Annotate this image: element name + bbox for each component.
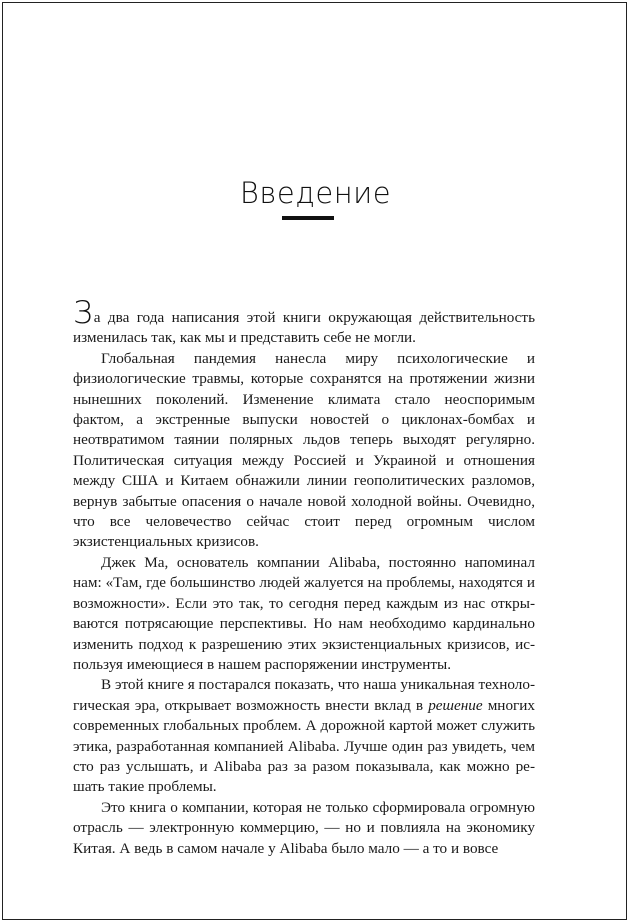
chapter-title: Введение xyxy=(239,176,392,210)
paragraph-1 xyxy=(73,295,535,349)
paragraph-5: Это книга о компании, которая не только сформировала огромную отрасль — электронную коммерцию, — но и повлияла на экономику Китая. А ведь в самом начале у Alibaba было мало — а то и вовсе xyxy=(73,798,535,857)
paragraph-4 xyxy=(73,675,535,797)
paragraph-4-text-end: многих современных глобальных проблем. А дорожной картой может служить этика, разработанная компанией Alibaba. Лучше один раз увидеть, чем сто раз услышать, и Alibaba раз за разом показывала, как можно решать такие проблемы. xyxy=(73,696,535,796)
paragraph-4-text-start: В этой книге я постарался показать, что наша уникальная технологическая эра, открывает возможность внести вклад в xyxy=(73,676,535,714)
emphasized-word: решение xyxy=(428,696,483,714)
body-text xyxy=(73,295,535,859)
paragraph-1-text: а два года написания этой книги окружающая действительность изменилась так, как мы и представить себе не могли. xyxy=(73,309,535,347)
title-underline xyxy=(282,216,334,220)
paragraph-2: Глобальная пандемия нанесла миру психологические и физиологические травмы, которые сохранятся на протяжении жизни нынешних поколений. Изменение климата стало неоспоримым фактом, а экстренные выпуски новостей о циклонах-бомбах и неотвратимом таянии полярных льдов теперь выходят регулярно. Политическая ситуация между Россией и Украиной и отношения между США и Китаем обнажили линии геополитических разломов, вернув забытые опасения о начале новой холодной войны. Очевидно, что все человечество сейчас стоит перед огромным числом экзистенциальных кризисов. xyxy=(73,349,535,551)
paragraph-3: Джек Ма, основатель компании Alibaba, постоянно напоминал нам: «Там, где большинство людей жалуется на проблемы, находятся и возможности». Если это так, то сегодня перед каждым из нас открываются потрясающие перспективы. Но нам необходимо кардинально изменить подход к разрешению этих экзистенциальных кризисов, используя имеющиеся в нашем распоряжении инструменты. xyxy=(73,553,535,673)
drop-cap: З xyxy=(73,295,93,331)
